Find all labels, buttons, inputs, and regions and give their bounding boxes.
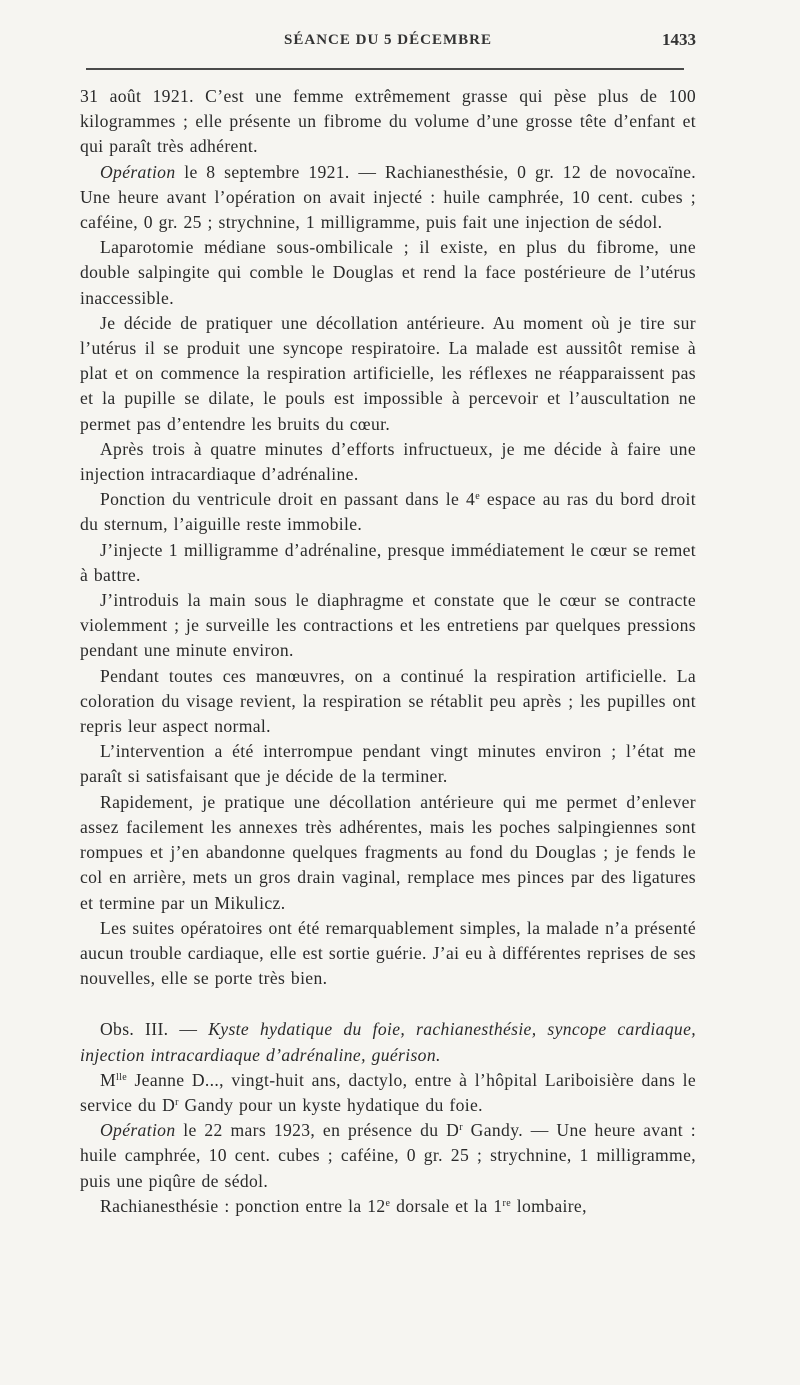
paragraph: J’injecte 1 milligramme d’adrénaline, presque immédiatement le cœur se remet à battre. [80,539,696,585]
running-head: SÉANCE DU 5 DÉCEMBRE [284,32,492,48]
paragraph: Je décide de pratiquer une décollation antérieure. Au moment où je tire sur l’utérus il se produit une syncope respiratoire. La malade est aussitôt remise à plat et on commence la respiration artificielle, les réflexes ne réapparaissent pas et la pupille se dilate, le pouls est impossible à percevoir et l’auscultation ne permet pas d’entendre les bruits du cœur. [80,312,696,434]
paragraph: L’intervention a été interrompue pendant vingt minutes environ ; l’état me paraît si satisfaisant que je décide de la terminer. [80,741,696,787]
observation-heading [80,1017,696,1067]
paragraph: Rachianesthésie : ponction entre la 12e dorsale et la 1re lombaire, [100,1195,587,1216]
observation-title: Kyste hydatique du foie, rachianesthésie, syncope cardiaque, injection intracardiaque d’adrénaline, guérison. [80,1019,696,1065]
operation-label: Opération [100,161,176,182]
paragraph: 31 août 1921. C’est une femme extrêmement grasse qui pèse plus de 100 kilogrammes ; elle présente un fibrome du volume d’une grosse tête d’enfant et qui paraît très adhérent. [80,86,696,157]
paragraph: Rapidement, je pratique une décollation antérieure qui me permet d’enlever assez facilement les annexes très adhérentes, mais les poches salpingiennes sont rompues et j’en abandonne quelques fragments au fond du Douglas ; je fends le col en arrière, mets un gros drain vaginal, remplace mes pinces par des ligatures et termine par un Mikulicz. [80,791,696,913]
paragraph: J’introduis la main sous le diaphragme et constate que le cœur se contracte violemment ; je surveille les contractions et les entretiens par quelques pressions pendant une minute environ. [80,590,696,661]
page-header [80,28,696,58]
header-rule [86,68,684,70]
paragraph: Après trois à quatre minutes d’efforts infructueux, je me décide à faire une injection intracardiaque d’adrénaline. [80,438,696,485]
page-number: 1433 [662,30,696,49]
document-page [80,28,696,1219]
body-text [80,84,696,1219]
paragraph: Pendant toutes ces manœuvres, on a continué la respiration artificielle. La coloration du visage revient, la respiration se rétablit peu après ; les pupilles ont repris leur aspect normal. [80,665,696,737]
paragraph: Opération le 22 mars 1923, en présence du $D^r$ Gandy. — Une heure avant : huile camphrée, 10 cent. cubes ; caféine, 0 gr. 25 ; strychnine, 1 milligramme, puis une piqûre de sédol. [80,1120,696,1191]
paragraph: Les suites opératoires ont été remarquablement simples, la malade n’a présenté aucun trouble cardiaque, elle est sortie guérie. J’ai eu à différentes reprises de ses nouvelles, elle se porte très bien. [80,917,696,989]
paragraph: $M^{lle}$ Jeanne D..., vingt-huit ans, dactylo, entre à l’hôpital Lariboisière dans le service du $D^r$ Gandy pour un kyste hydatique du foie. [80,1069,696,1115]
operation-label: Opération [100,1120,176,1141]
observation-label: Obs. III. — [100,1019,209,1040]
paragraph: Laparotomie médiane sous-ombilicale ; il existe, en plus du fibrome, une double salpingite qui comble le Douglas et rend la face postérieure de l’utérus inaccessible. [80,237,696,308]
paragraph: Opération le 8 septembre 1921. — Rachianesthésie, 0 gr. 12 de novocaïne. Une heure avant l’opération on avait injecté : huile camphrée, 10 cent. cubes ; caféine, 0 gr. 25 ; strychnine, 1 milligramme, puis fait une injection de sédol. [80,161,697,233]
paragraph: Ponction du ventricule droit en passant dans le 4e espace au ras du bord droit du sternum, l’aiguille reste immobile. [80,489,697,535]
